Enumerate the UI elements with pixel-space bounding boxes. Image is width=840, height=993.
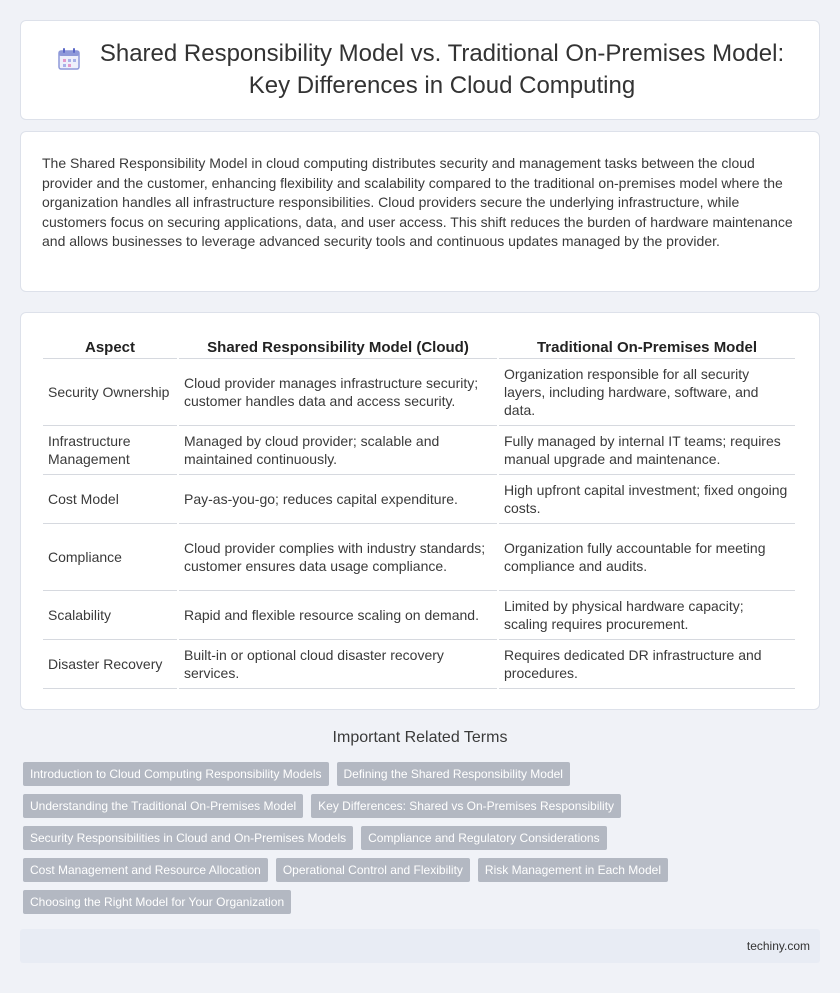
table-row — [43, 524, 795, 591]
intro-paragraph: The Shared Responsibility Model in cloud computing distributes security and management tasks between the cloud provider and the customer, enhancing flexibility and scalability compared to the traditional on-premises model where the organization handles all infrastructure responsibilities. Cloud providers secure the underlying infrastructure, while customers focus on securing applications, data, and user access. This shift reduces the burden of hardware maintenance and allows businesses to leverage advanced security tools and continuous updates managed by the provider. — [42, 155, 793, 250]
related-term-tag[interactable]: Risk Management in Each Model — [478, 858, 668, 882]
cell-cloud: Managed by cloud provider; scalable and maintained continuously. — [179, 426, 497, 475]
related-term-tag[interactable]: Defining the Shared Responsibility Model — [337, 762, 570, 786]
cell-aspect: Scalability — [43, 591, 177, 640]
related-term-tag[interactable]: Choosing the Right Model for Your Organization — [23, 890, 291, 914]
cell-cloud: Cloud provider manages infrastructure security; customer handles data and access security. — [179, 359, 497, 426]
related-term-tag[interactable]: Cost Management and Resource Allocation — [23, 858, 268, 882]
cell-traditional: High upfront capital investment; fixed ongoing costs. — [499, 475, 795, 524]
table-row — [43, 426, 795, 475]
related-term-tag[interactable]: Introduction to Cloud Computing Responsibility Models — [23, 762, 329, 786]
footer — [20, 929, 820, 963]
header-traditional: Traditional On-Premises Model — [499, 334, 795, 359]
cell-cloud: Pay-as-you-go; reduces capital expenditure. — [179, 475, 497, 524]
cell-aspect: Security Ownership — [43, 359, 177, 426]
related-terms-list — [23, 762, 813, 922]
cell-cloud: Built-in or optional cloud disaster recovery services. — [179, 640, 497, 689]
cell-cloud: Rapid and flexible resource scaling on demand. — [179, 591, 497, 640]
related-term-tag[interactable]: Compliance and Regulatory Considerations — [361, 826, 606, 850]
page-title-line-1: Shared Responsibility Model vs. Traditional On-Premises Model: — [99, 40, 785, 67]
page-title-line-2: Key Differences in Cloud Computing — [248, 72, 636, 99]
table-row — [43, 475, 795, 524]
table-row — [43, 591, 795, 640]
related-term-tag[interactable]: Key Differences: Shared vs On-Premises Responsibility — [311, 794, 621, 818]
footer-site-name: techiny.com — [746, 939, 810, 953]
title-card — [20, 20, 820, 120]
cell-aspect: Compliance — [43, 524, 177, 591]
cell-traditional: Organization responsible for all security layers, including hardware, software, and data. — [499, 359, 795, 426]
table-row — [43, 359, 795, 426]
intro-card — [20, 131, 820, 292]
cell-traditional: Organization fully accountable for meeting compliance and audits. — [499, 524, 795, 591]
comparison-table — [41, 334, 797, 689]
header-aspect: Aspect — [43, 334, 177, 359]
related-term-tag[interactable]: Operational Control and Flexibility — [276, 858, 470, 882]
cell-cloud: Cloud provider complies with industry standards; customer ensures data usage compliance. — [179, 524, 497, 591]
cell-aspect: Cost Model — [43, 475, 177, 524]
table-row — [43, 640, 795, 689]
calendar-icon — [56, 46, 82, 72]
related-term-tag[interactable]: Security Responsibilities in Cloud and On-Premises Models — [23, 826, 353, 850]
comparison-card — [20, 312, 820, 710]
related-terms-heading: Important Related Terms — [332, 729, 508, 746]
cell-traditional: Limited by physical hardware capacity; scaling requires procurement. — [499, 591, 795, 640]
cell-aspect: Infrastructure Management — [43, 426, 177, 475]
cell-traditional: Fully managed by internal IT teams; requires manual upgrade and maintenance. — [499, 426, 795, 475]
page-title — [100, 38, 784, 102]
header-cloud: Shared Responsibility Model (Cloud) — [179, 334, 497, 359]
cell-traditional: Requires dedicated DR infrastructure and procedures. — [499, 640, 795, 689]
cell-aspect: Disaster Recovery — [43, 640, 177, 689]
related-term-tag[interactable]: Understanding the Traditional On-Premises Model — [23, 794, 303, 818]
table-header-row — [43, 334, 795, 359]
